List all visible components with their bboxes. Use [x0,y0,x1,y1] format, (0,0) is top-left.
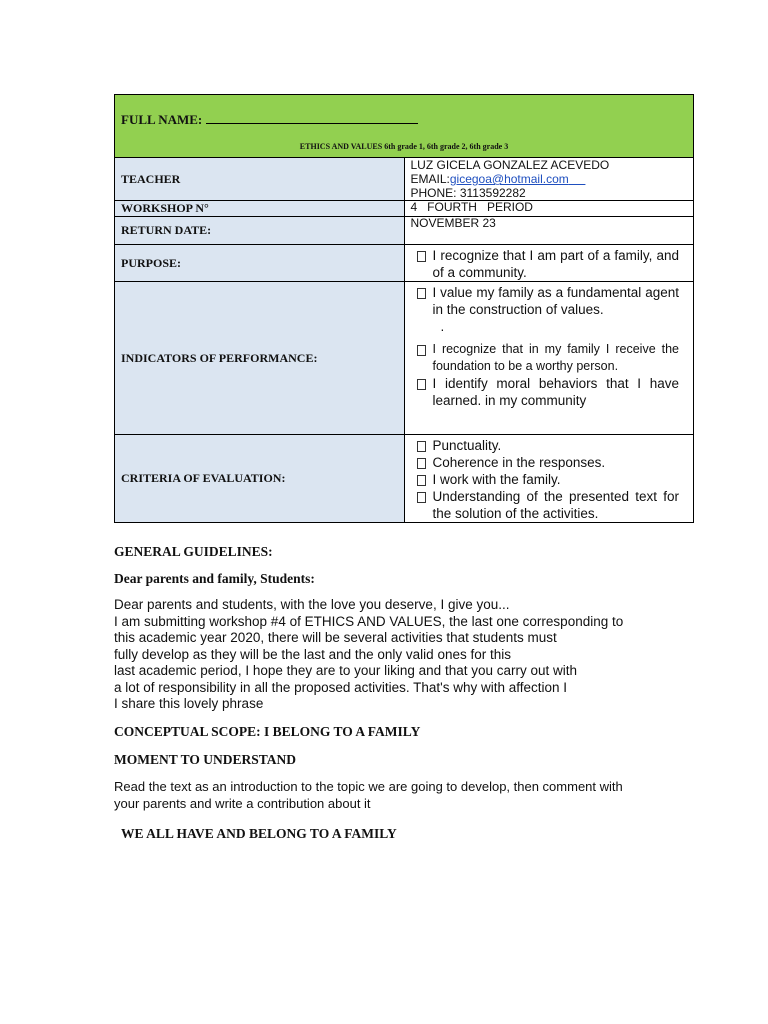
subject-title: ETHICS AND VALUES 6th grade 1, 6th grade 2, 6th grade 3 [299,142,509,151]
paragraph-line: a lot of responsibility in all the proposed activities. That's why with affection I [114,679,568,695]
checkbox-icon [417,379,426,390]
guidelines-paragraph [114,597,694,713]
teacher-phone: PHONE: 3113592282 [410,186,526,200]
conceptual-scope-heading: CONCEPTUAL SCOPE: I BELONG TO A FAMILY [114,724,421,739]
checkbox-icon [417,458,426,469]
paragraph-line: I am submitting workshop #4 of ETHICS AND VALUES, the last one corresponding to [114,613,624,629]
workshop-value: 4 FOURTH PERIOD [404,201,694,217]
list-item: I value my family as a fundamental agent in the construction of values. . [433,284,680,335]
list-item: I identify moral behaviors that I have learned. in my community [433,375,680,409]
list-item: Understanding of the presented text for the solution of the activities. [433,488,680,522]
workshop-info-table [114,94,694,523]
teacher-name: LUZ GICELA GONZALEZ ACEVEDO [410,158,610,172]
list-item: I recognize that in my family I receive the foundation to be a worthy person. [433,341,680,375]
email-link[interactable]: gicegoa@hotmail.com [449,172,569,186]
list-item: I recognize that I am part of a family, and of a community. [433,247,680,281]
moment-heading: MOMENT TO UNDERSTAND [114,752,297,767]
paragraph-line: your parents and write a contribution about it [114,795,371,811]
paragraph-line: Read the text as an introduction to the topic we are going to develop, then comment with [114,779,623,794]
purpose-cell [404,245,694,282]
guidelines-heading: GENERAL GUIDELINES: [114,544,273,559]
full-name-blank-line[interactable] [206,111,418,124]
table-header [115,95,694,158]
teacher-email-row [411,172,694,186]
teacher-info [404,158,694,201]
paragraph-line: Dear parents and students, with the love you deserve, I give you... [114,597,510,612]
full-name-label: FULL NAME: [121,112,203,127]
indicators-label: INDICATORS OF PERFORMANCE: [115,282,405,435]
salutation: Dear parents and family, Students: [114,571,315,586]
criteria-label: CRITERIA OF EVALUATION: [115,435,405,523]
email-prefix: EMAIL: [410,172,450,186]
reading-title: WE ALL HAVE AND BELONG TO A FAMILY [121,826,397,841]
paragraph-line: I share this lovely phrase [114,696,264,711]
teacher-label: TEACHER [115,158,405,201]
list-item: I work with the family. [433,471,680,488]
checkbox-icon [417,441,426,452]
checkbox-icon [417,345,426,356]
full-name-field[interactable] [121,111,418,128]
checkbox-icon [417,288,426,299]
paragraph-line: this academic year 2020, there will be several activities that students must [114,630,557,645]
purpose-list [405,245,694,281]
list-item: Punctuality. [433,437,680,454]
return-date-value: NOVEMBER 23 [404,217,694,245]
indicators-list [405,282,694,409]
criteria-list [405,435,694,522]
checkbox-icon [417,475,426,486]
paragraph-line: last academic period, I hope they are to your liking and that you carry out with [114,663,578,678]
checkbox-icon [417,251,426,262]
list-item: Coherence in the responses. [433,454,680,471]
criteria-cell [404,435,694,523]
return-date-label: RETURN DATE: [115,217,405,245]
purpose-label: PURPOSE: [115,245,405,282]
checkbox-icon [417,492,426,503]
paragraph-line: fully develop as they will be the last and the only valid ones for this [114,646,511,662]
moment-paragraph [114,779,694,812]
indicators-cell [404,282,694,435]
workshop-label: WORKSHOP N° [115,201,405,217]
